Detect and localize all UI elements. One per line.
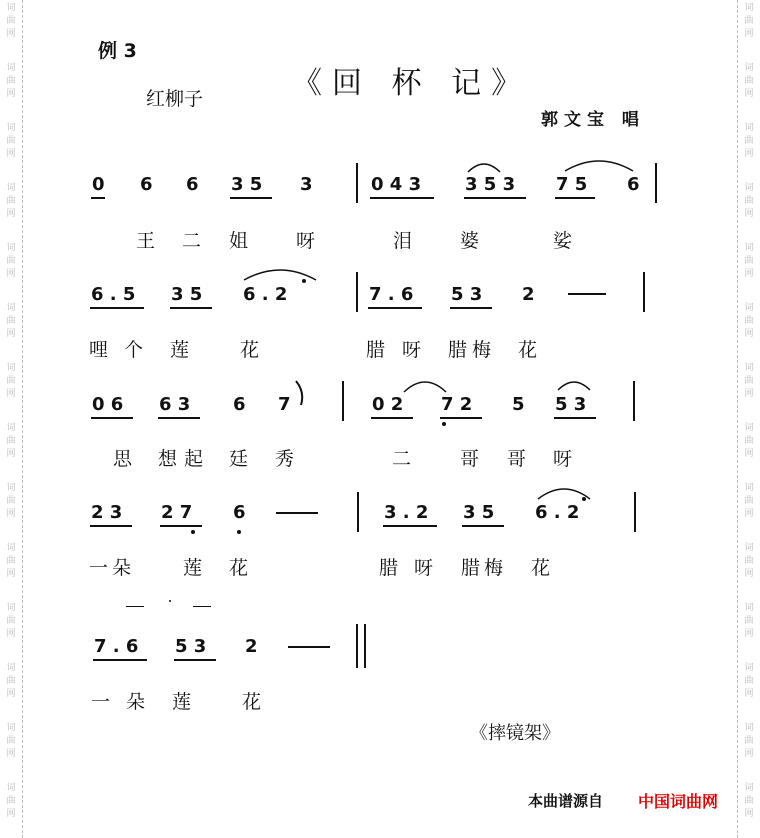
- lyric: 呀: [553, 448, 573, 470]
- underline: [440, 417, 482, 419]
- lyric: 思: [113, 448, 133, 470]
- underline: [554, 417, 596, 419]
- lyric: 起: [184, 448, 204, 470]
- side-watermark: 词 曲 网: [744, 783, 754, 819]
- side-watermark: 词 曲 网: [6, 63, 16, 99]
- lyric: 花: [229, 557, 249, 579]
- underline: [90, 307, 144, 309]
- footer-site-link[interactable]: 中国词曲网: [638, 792, 719, 811]
- underline: [90, 525, 132, 527]
- note: 0 4 3: [371, 174, 422, 195]
- low-octave-dot: [237, 530, 241, 534]
- bar-line: [342, 381, 344, 421]
- side-watermark: 词 曲 网: [6, 603, 16, 639]
- lyric: 哥: [460, 448, 480, 470]
- lyric: 娑: [553, 230, 573, 252]
- bar-line: [357, 492, 359, 532]
- low-octave-dot: [442, 422, 446, 426]
- note: 3 5 3: [465, 174, 516, 195]
- side-watermark: 词 曲 网: [744, 723, 754, 759]
- grace-stroke: [293, 378, 307, 408]
- note: 3 . 2: [384, 502, 429, 523]
- score-title: 《回 杯 记》: [292, 66, 532, 101]
- side-watermark: 词 曲 网: [6, 783, 16, 819]
- lyric: 莲: [172, 691, 192, 713]
- side-watermark: 词 曲 网: [6, 363, 16, 399]
- lyric: 朵: [112, 557, 132, 579]
- lyric: 梅: [472, 339, 492, 361]
- side-watermark: 词 曲 网: [6, 543, 16, 579]
- underline: [170, 307, 212, 309]
- note: 7 . 6: [94, 636, 139, 657]
- underline: [371, 417, 413, 419]
- note: 5 3: [451, 284, 483, 305]
- scan-speck: [169, 600, 171, 602]
- lyric: 秀: [275, 448, 295, 470]
- side-watermark: 词 曲 网: [744, 603, 754, 639]
- lyric: 姐: [229, 230, 249, 252]
- underline: [174, 659, 216, 661]
- lyric: 哩: [89, 339, 109, 361]
- side-watermark: 词 曲 网: [744, 183, 754, 219]
- lyric: 个: [124, 339, 144, 361]
- note: 2: [522, 284, 535, 305]
- lyric: 梅: [484, 557, 504, 579]
- note: 2 7: [161, 502, 193, 523]
- lyric: 朵: [126, 691, 146, 713]
- note: 5 3: [555, 394, 587, 415]
- side-watermark: 词 曲 网: [744, 63, 754, 99]
- lyric: 想: [158, 448, 178, 470]
- note: 3 5: [171, 284, 203, 305]
- double-bar-line: [364, 624, 366, 668]
- side-watermark: 词 曲 网: [6, 3, 16, 39]
- lyric: 二: [392, 448, 412, 470]
- note: 7 . 6: [369, 284, 414, 305]
- slur: [556, 378, 592, 392]
- side-watermark: 词 曲 网: [744, 423, 754, 459]
- lyric: 莲: [183, 557, 203, 579]
- note: 6 3: [159, 394, 191, 415]
- side-watermark: 词 曲 网: [6, 243, 16, 279]
- lyric: 泪: [393, 230, 413, 252]
- note: 0: [92, 174, 105, 195]
- note: 3 5: [463, 502, 495, 523]
- underline: [91, 417, 133, 419]
- note: 7 5: [556, 174, 588, 195]
- note: 5 3: [175, 636, 207, 657]
- singer-credit: 郭文宝 唱: [541, 110, 645, 130]
- note: 6 . 2: [535, 502, 580, 523]
- lyric: 腊: [461, 557, 481, 579]
- side-watermark: 词 曲 网: [6, 303, 16, 339]
- underline: [93, 659, 147, 661]
- lyric: 呀: [402, 339, 422, 361]
- side-watermark: 词 曲 网: [744, 303, 754, 339]
- piece-source-note: 《摔镜架》: [470, 723, 560, 744]
- underline: [450, 307, 492, 309]
- note: 5: [512, 394, 525, 415]
- underline: [370, 197, 434, 199]
- extension-dash: [288, 646, 330, 648]
- lyric: 一: [91, 691, 111, 713]
- note: 7: [278, 394, 291, 415]
- bar-line: [643, 272, 645, 312]
- note: 6: [140, 174, 153, 195]
- underline: [160, 525, 202, 527]
- side-watermark: 词 曲 网: [744, 123, 754, 159]
- lyric: 呀: [414, 557, 434, 579]
- bar-line: [634, 492, 636, 532]
- note: 0 6: [92, 394, 124, 415]
- note: 3 5: [231, 174, 263, 195]
- note: 6: [627, 174, 640, 195]
- double-bar-line: [356, 624, 358, 668]
- lyric: 廷: [229, 448, 249, 470]
- low-octave-dot: [191, 530, 195, 534]
- lyric: 花: [240, 339, 260, 361]
- note: 6: [233, 394, 246, 415]
- extension-dash: [568, 293, 606, 295]
- lyric: 婆: [460, 230, 480, 252]
- side-watermark: 词 曲 网: [6, 183, 16, 219]
- note: 2: [245, 636, 258, 657]
- underline: [230, 197, 272, 199]
- side-watermark: 词 曲 网: [6, 123, 16, 159]
- side-watermark: 词 曲 网: [744, 543, 754, 579]
- bar-line: [655, 163, 657, 203]
- lyric: 王: [136, 230, 156, 252]
- slur: [242, 266, 318, 282]
- side-watermark: 词 曲 网: [744, 663, 754, 699]
- bar-line: [633, 381, 635, 421]
- note: 7 2: [441, 394, 473, 415]
- underline: [555, 197, 595, 199]
- note: 6: [186, 174, 199, 195]
- note: 6 . 2: [243, 284, 288, 305]
- underline: [91, 197, 105, 199]
- note: 0 2: [372, 394, 404, 415]
- slur: [536, 485, 592, 501]
- lyric: 花: [518, 339, 538, 361]
- tune-name: 红柳子: [146, 88, 204, 110]
- side-watermark: 词 曲 网: [744, 363, 754, 399]
- extension-dash: [276, 512, 318, 514]
- scan-mark: [193, 606, 211, 607]
- underline: [368, 307, 422, 309]
- lyric: 腊: [366, 339, 386, 361]
- lyric: 哥: [507, 448, 527, 470]
- lyric: 二: [182, 230, 202, 252]
- footer-source-label: 本曲谱源自: [528, 792, 604, 810]
- underline: [464, 197, 526, 199]
- lyric: 腊: [379, 557, 399, 579]
- bar-line: [356, 272, 358, 312]
- lyric: 腊: [448, 339, 468, 361]
- scan-mark: [126, 606, 144, 607]
- side-watermark: 词 曲 网: [6, 663, 16, 699]
- slur: [563, 157, 635, 173]
- side-watermark: 词 曲 网: [6, 723, 16, 759]
- lyric: 呀: [296, 230, 316, 252]
- underline: [158, 417, 200, 419]
- underline: [462, 525, 504, 527]
- lyric: 花: [242, 691, 262, 713]
- lyric: 花: [531, 557, 551, 579]
- lyric: 一: [89, 557, 109, 579]
- underline: [383, 525, 437, 527]
- side-watermark: 词 曲 网: [744, 3, 754, 39]
- note: 6: [233, 502, 246, 523]
- note: 6 . 5: [91, 284, 136, 305]
- side-watermark: 词 曲 网: [744, 243, 754, 279]
- slur: [466, 160, 502, 174]
- note: 2 3: [91, 502, 123, 523]
- side-watermark: 词 曲 网: [6, 483, 16, 519]
- lyric: 莲: [170, 339, 190, 361]
- bar-line: [356, 163, 358, 203]
- side-watermark: 词 曲 网: [6, 423, 16, 459]
- note: 3: [300, 174, 313, 195]
- example-label: 例 3: [98, 40, 137, 62]
- slur: [402, 378, 448, 394]
- side-watermark: 词 曲 网: [744, 483, 754, 519]
